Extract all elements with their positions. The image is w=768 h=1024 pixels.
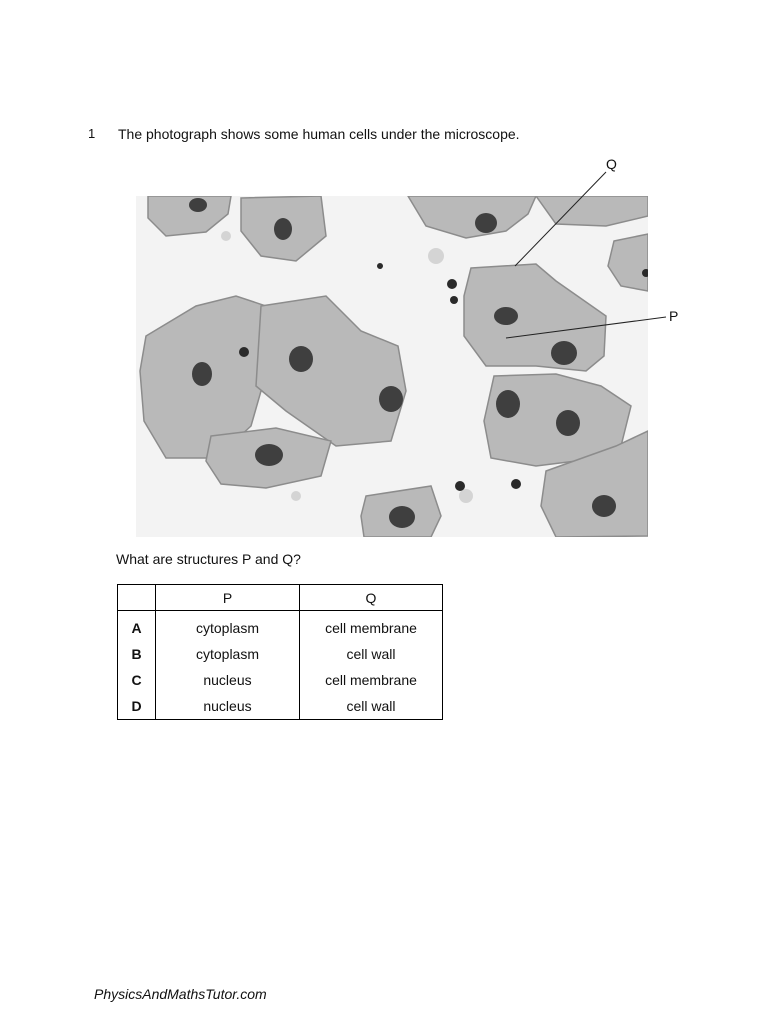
label-p: P [669, 308, 679, 324]
table-row[interactable] [118, 667, 443, 693]
header-q: Q [300, 585, 443, 611]
header-blank [118, 585, 156, 611]
option-q: cell wall [300, 693, 443, 720]
header-p: P [156, 585, 300, 611]
option-letter: D [118, 693, 156, 720]
option-letter: C [118, 667, 156, 693]
option-letter: A [118, 611, 156, 642]
micrograph-image [136, 196, 648, 537]
footer-credit: PhysicsAndMathsTutor.com [94, 986, 267, 1002]
option-p: cytoplasm [156, 641, 300, 667]
option-q: cell membrane [300, 611, 443, 642]
option-p: nucleus [156, 667, 300, 693]
option-q: cell wall [300, 641, 443, 667]
option-p: cytoplasm [156, 611, 300, 642]
label-q: Q [606, 156, 617, 172]
option-letter: B [118, 641, 156, 667]
answer-table [117, 584, 443, 720]
question-text: The photograph shows some human cells under the microscope. [118, 126, 520, 142]
question-prompt: What are structures P and Q? [116, 551, 301, 567]
option-p: nucleus [156, 693, 300, 720]
option-q: cell membrane [300, 667, 443, 693]
table-header-row [118, 585, 443, 611]
question-number: 1 [88, 126, 96, 141]
table-row[interactable] [118, 693, 443, 720]
table-row[interactable] [118, 611, 443, 642]
table-row[interactable] [118, 641, 443, 667]
